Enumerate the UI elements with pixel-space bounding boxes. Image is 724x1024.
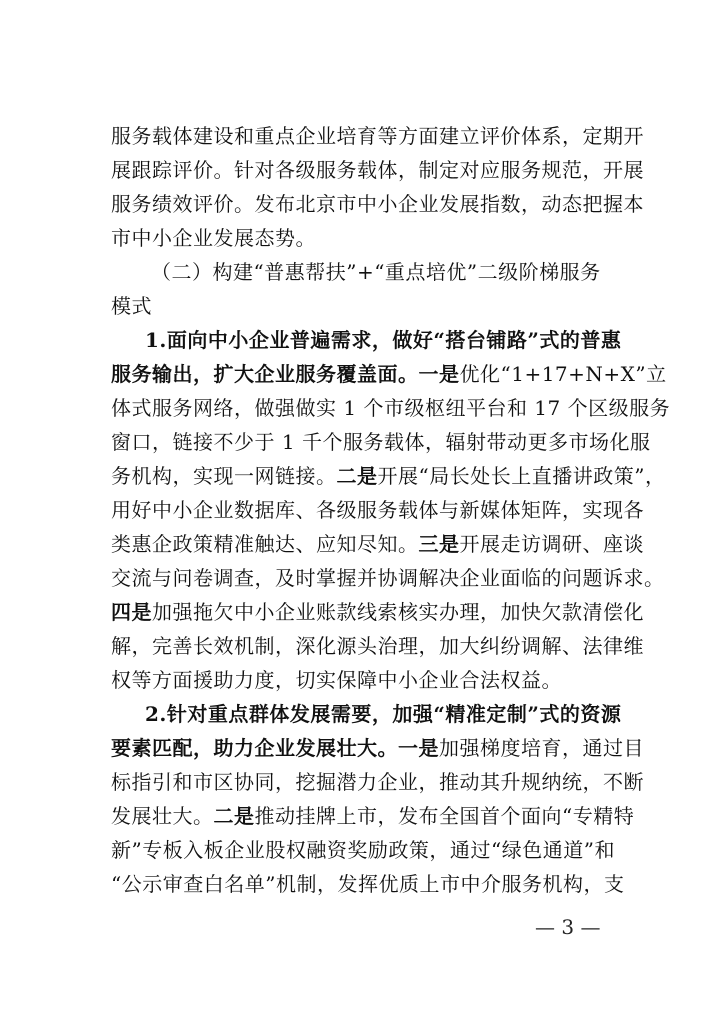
text-span: 加强拖欠中小企业账款线索核实办理，加快欠款清偿化 — [152, 600, 644, 624]
ordinal-label: 三是 — [418, 532, 460, 556]
text-line — [111, 459, 666, 493]
subsection-heading: 2.针对重点群体发展需要，加强“精准定制”式的资源 — [145, 702, 622, 726]
section-heading: （二）构建“普惠帮扶”+“重点培优”二级阶梯服务 — [151, 260, 601, 284]
text-line — [111, 527, 644, 561]
text-line: 新”专板入板企业股权融资奖励政策，通过“绿色通道”和 — [111, 838, 615, 862]
text-line: 交流与问卷调查，及时掌握并协调解决企业面临的问题诉求。 — [111, 566, 665, 590]
ordinal-label: 一是 — [418, 362, 460, 386]
text-span: 发展壮大。 — [111, 804, 214, 828]
text-line: 解，完善长效机制，深化源头治理，加大纠纷调解、法律维 — [111, 634, 644, 658]
text-span: 开展走访调研、座谈 — [459, 532, 644, 556]
subsection-heading: 1.面向中小企业普遍需求，做好“搭台铺路”式的普惠 — [145, 328, 622, 352]
text-line: 服务载体建设和重点企业培育等方面建立评价体系，定期开 — [111, 124, 644, 148]
ordinal-label: 二是 — [336, 464, 378, 488]
text-span: 务机构，实现一网链接。 — [111, 464, 337, 488]
text-line: 服务绩效评价。发布北京市中小企业发展指数，动态把握本 — [111, 192, 644, 216]
text-line: 市中小企业发展态势。 — [111, 226, 316, 250]
page-number: — 3 — — [535, 915, 601, 939]
text-line: 展跟踪评价。针对各级服务载体，制定对应服务规范，开展 — [111, 158, 644, 182]
text-span: 加强梯度培育，通过目 — [439, 736, 644, 760]
text-line — [111, 731, 644, 765]
bold-text: 要素匹配，助力企业发展壮大。 — [111, 736, 398, 760]
text-span: 优化“1+17+N+X”立 — [459, 362, 667, 386]
document-body — [111, 119, 671, 901]
text-line — [111, 595, 644, 629]
text-line: 窗口，链接不少于 1 千个服务载体，辐射带动更多市场化服 — [111, 430, 651, 454]
ordinal-label: 四是 — [111, 600, 152, 624]
text-span: 类惠企政策精准触达、应知尽知。 — [111, 532, 419, 556]
text-line — [111, 357, 667, 391]
text-span: 开展“局长处长上直播讲政策”， — [377, 464, 666, 488]
text-line: 体式服务网络，做强做实 1 个市级枢纽平台和 17 个区级服务 — [111, 396, 671, 420]
text-line: “公示审查白名单”机制，发挥优质上市中介服务机构，支 — [111, 872, 625, 896]
text-line: 权等方面援助力度，切实保障中小企业合法权益。 — [111, 668, 562, 692]
bold-text: 服务输出，扩大企业服务覆盖面。 — [111, 362, 419, 386]
text-line: 用好中小企业数据库、各级服务载体与新媒体矩阵，实现各 — [111, 498, 644, 522]
text-line — [111, 799, 635, 833]
ordinal-label: 二是 — [213, 804, 255, 828]
text-span: 推动挂牌上市，发布全国首个面向“专精特 — [254, 804, 635, 828]
text-line: 标指引和市区协同，挖掘潜力企业，推动其升规纳统，不断 — [111, 770, 644, 794]
section-heading-continuation: 模式 — [111, 294, 152, 318]
ordinal-label: 一是 — [398, 736, 439, 760]
